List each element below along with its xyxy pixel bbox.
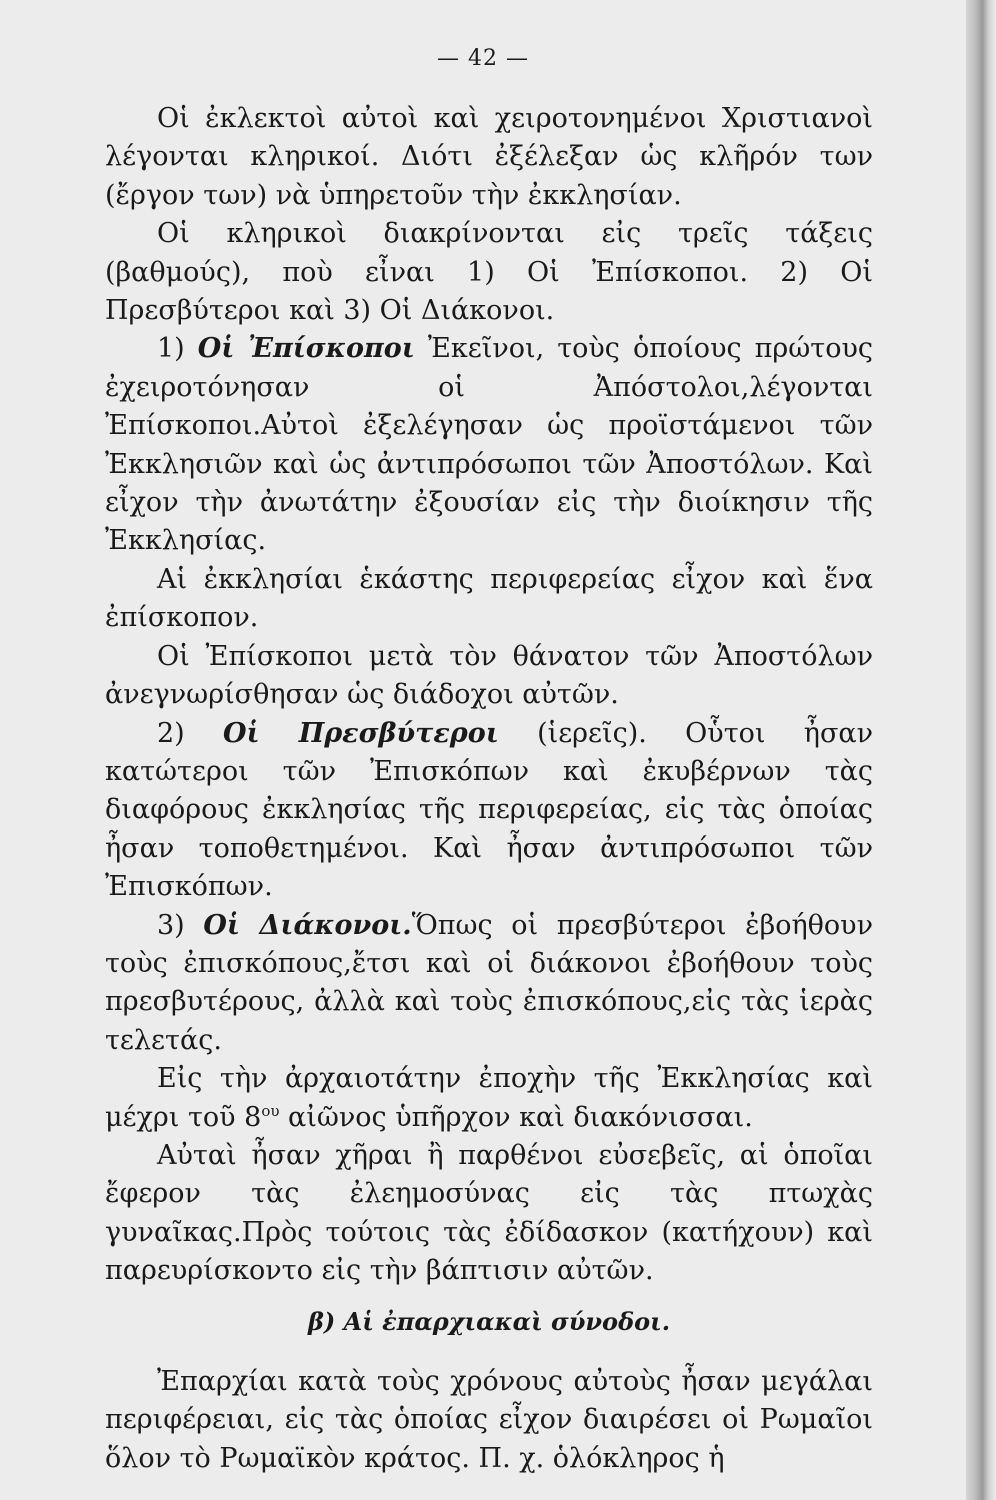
paragraph-widows: Αὐταὶ ἦσαν χῆραι ἢ παρθένοι εὐσεβεῖς, αἱ ὁποῖαι ἔφερον τὰς ἐλεημοσύνας εἰς τὰς πτωχὰς γυναῖκας.Πρὸς τούτοις τὰς ἐδίδασκον (κατήχουν) καὶ παρευρίσκοντο εἰς τὴν βάπτισιν αὐτῶν. [105, 1139, 873, 1287]
page-edge [966, 0, 996, 1500]
heading-presbyters: Οἱ Πρεσβύτεροι [223, 717, 499, 749]
paragraph-deacons [105, 907, 873, 1061]
ordinal-suffix: ου [261, 1101, 280, 1120]
item-number: 1) [157, 333, 198, 365]
paragraph-dioceses: Αἱ ἐκκλησίαι ἑκάστης περιφερείας εἶχον καὶ ἕνα ἐπίσκοπον. [105, 563, 873, 634]
section-title: β) Αἱ ἐπαρχιακαὶ σύνοδοι. [307, 1306, 671, 1336]
page-number: — 42 — [437, 46, 529, 71]
deacons-text: Ὅπως οἱ πρεσβύτεροι ἐβοήθουν τοὺς ἐπισκόπους,ἔτσι καὶ οἱ διάκονοι ἐβοήθουν τοὺς πρεσβυτέρους, ἀλλὰ καὶ τοὺς ἐπισκόπους,εἰς τὰς ἱερὰς τελετάς. [105, 909, 873, 1056]
paragraph-bishops [105, 330, 873, 560]
item-number: 2) [157, 717, 224, 749]
paragraph-presbyters [105, 715, 873, 907]
deaconesses-text-a: Εἰς τὴν ἀρχαιοτάτην ἐποχὴν τῆς Ἐκκλησίας καὶ μέχρι τοῦ 8 [105, 1063, 873, 1133]
paragraph-ranks: Οἱ κληρικοὶ διακρίνονται εἰς τρεῖς τάξεις (βαθμούς), ποὺ εἶναι 1) Οἱ Ἐπίσκοποι. 2) Οἱ Πρεσβύτεροι καὶ 3) Οἱ Διάκονοι. [105, 218, 873, 327]
paragraph-successors: Οἱ Ἐπίσκοποι μετὰ τὸν θάνατον τῶν Ἀποστόλων ἀνεγνωρίσθησαν ὡς διάδοχοι αὐτῶν. [105, 640, 873, 711]
item-number: 3) [157, 909, 204, 941]
body-text [105, 100, 873, 1478]
bishops-text: Ἐκεῖνοι, τοὺς ὁποίους πρώτους ἐχειροτόνησαν οἱ Ἀπόστολοι,λέγονται Ἐπίσκοποι.Αὐτοὶ ἐξελέγησαν ὡς προϊστάμενοι τῶν Ἐκκλησιῶν καὶ ὡς ἀντιπρόσωποι τῶν Ἀποστόλων. Καὶ εἶχον τὴν ἀνωτάτην ἐξουσίαν εἰς τὴν διοίκησιν τῆς Ἐκκλησίας. [105, 333, 874, 557]
heading-deacons: Οἱ Διάκονοι. [203, 909, 412, 941]
heading-bishops: Οἱ Ἐπίσκοποι [197, 333, 415, 365]
paragraph-clergy: Οἱ ἐκλεκτοὶ αὐτοὶ καὶ χειροτονημένοι Χριστιανοὶ λέγονται κληρικοί. Διότι ἐξέλεξαν ὡς κλῆρόν των (ἔργον των) νὰ ὑπηρετοῦν τὴν ἐκκλησίαν. [105, 103, 873, 211]
paragraph-provinces: Ἐπαρχίαι κατὰ τοὺς χρόνους αὐτοὺς ἦσαν μεγάλαι περιφέρειαι, εἰς τὰς ὁποίας εἶχον διαιρέσει οἱ Ρωμαῖοι ὅλον τὸ Ρωμαϊκὸν κράτος. Π. χ. ὁλόκληρος ἡ [105, 1366, 873, 1474]
paragraph-deaconesses [105, 1060, 873, 1137]
presbyters-text: (ἱερεῖς). Οὗτοι ἦσαν κατώτεροι τῶν Ἐπισκόπων καὶ ἐκυβέρνων τὰς διαφόρους ἐκκλησίας τῆς περιφερείας, εἰς τὰς ὁποίας ἦσαν τοποθετημένοι. Καὶ ἦσαν ἀντιπρόσωποι τῶν Ἐπισκόπων. [105, 717, 874, 903]
deaconesses-text-b: αἰῶνος ὑπῆρχον καὶ διακόνισσαι. [279, 1101, 753, 1133]
